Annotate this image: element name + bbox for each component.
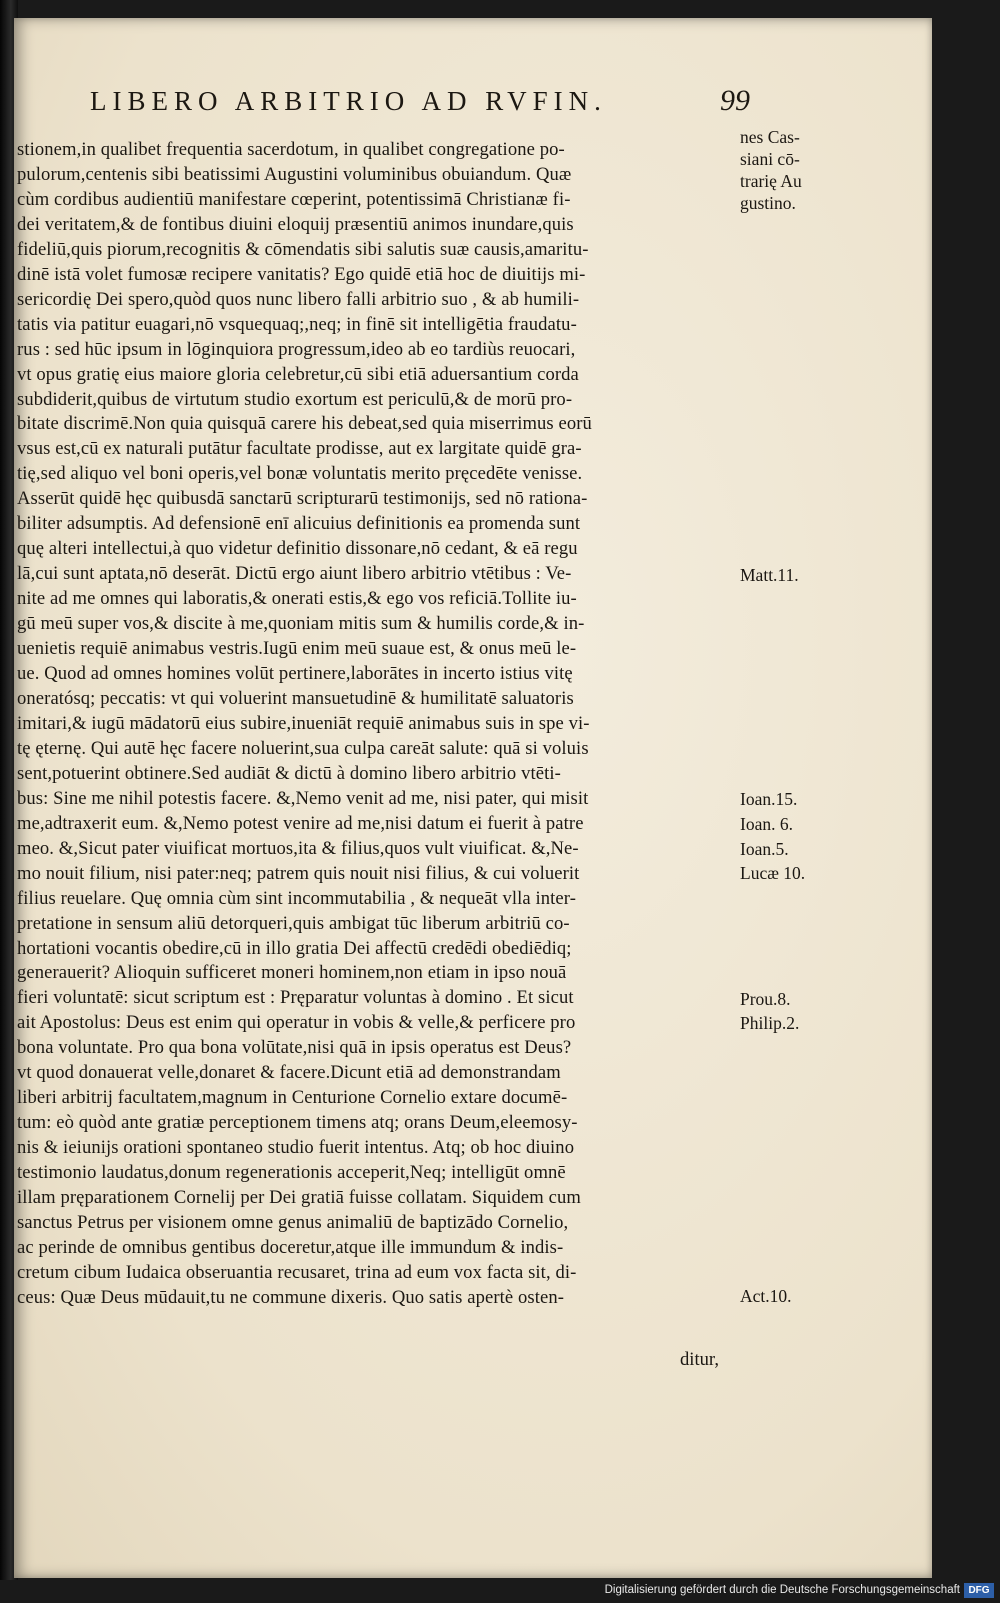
marginal-ref-ioan5: Ioan.5. [740,839,789,859]
text-line: biliter adsumptis. Ad defensionē enī alicuius definitionis ea promenda sunt [17,513,581,535]
text-line: illam pręparationem Cornelij per Dei gratiā fuisse collatam. Siquidem cum [17,1187,581,1209]
footer-bar [0,1580,1000,1603]
catchword: ditur, [680,1349,720,1370]
marginal-ref-matt: Matt.11. [740,565,799,585]
main-text-block [17,138,737,1311]
marginal-ref-lucae: Lucæ 10. [740,863,806,883]
text-line: sericordię Dei spero,quòd quos nunc libero falli arbitrio suo , & ab humili- [17,288,580,310]
text-line: ceus: Quæ Deus mūdauit,tu ne commune dixeris. Quo satis apertè osten- [17,1286,565,1308]
text-line: generauerit? Alioquin sufficeret moneri hominem,non etiam in ipso nouā [17,962,567,984]
text-line: sanctus Petrus per visionem omne genus animaliū de baptizādo Cornelio, [17,1211,569,1233]
text-line: testimonio laudatus,donum regenerationis acceperit,Neq; intelligūt omnē [17,1162,566,1184]
text-line: ue. Quod ad omnes homines volūt pertinere,laborātes in incerto istius vitę [17,663,573,685]
text-line: tum: eò quòd ante gratiæ perceptionem timens atq; orans Deum,eleemosy- [17,1112,578,1134]
text-line: bus: Sine me nihil potestis facere. &,Nemo venit ad me, nisi pater, qui misit [17,787,589,809]
text-line: fieri voluntatē: sicut scriptum est : Pręparatur voluntas à domino . Et sicut [17,987,574,1009]
running-head [90,84,750,124]
text-line: pretatione in sensum aliū detorqueri,quis ambigat tūc liberum arbitriū co- [17,912,570,934]
marginal-note-line: siani cō- [740,149,800,169]
running-title: LIBERO ARBITRIO AD RVFIN. [90,86,607,116]
marginal-note-cassian [740,126,830,214]
text-line: dinē istā volet fumosæ recipere vanitatis? Ego quidē etiā hoc de diuitijs mi- [17,263,586,285]
text-line: nite ad me omnes qui laboratis,& onerati estis,& ego vos reficiā.Tollite iu- [17,588,577,610]
marginal-ref-philip: Philip.2. [740,1013,800,1033]
marginal-ref-act: Act.10. [740,1286,792,1306]
text-line: bitate discrimē.Non quia quisquā carere his debeat,sed quia miserrimus eorū [17,413,592,435]
marginal-ref-prou: Prou.8. [740,989,791,1009]
text-line: hortationi vocantis obedire,cū in illo gratia Dei affectū credēdi obediēdiq; [17,937,572,959]
text-line: ait Apostolus: Deus est enim qui operatur in vobis & velle,& perficere pro [17,1012,576,1034]
text-line: me,adtraxerit eum. &,Nemo potest venire ad me,nisi datum ei fuerit à patre [17,812,584,834]
text-line: cùm cordibus audientiū manifestare cœperint, potentissimā Christianæ fi- [17,188,571,210]
text-line: subdiderit,quibus de virtutum studio exortum est periculū,& de morū pro- [17,388,573,410]
marginal-ref-ioan15: Ioan.15. [740,789,798,809]
text-line: cretum cibum Iudaica obseruantia recusaret, trina ad eum vox facta sit, di- [17,1261,577,1283]
text-line: dei veritatem,& de fontibus diuini eloquij præsentiū animos inundare,quis [17,213,574,235]
text-line: oneratósq; peccatis: vt qui voluerint mansuetudinē & humilitatē saluatoris [17,687,574,709]
text-line: vt opus gratię eius maiore gloria celebretur,cū sibi etiā aduersantium corda [17,363,579,385]
marginal-note-line: trarię Au [740,171,802,191]
marginal-ref-ioan6: Ioan. 6. [740,814,793,834]
dfg-logo: DFG [964,1583,994,1598]
text-line: stionem,in qualibet frequentia sacerdotum, in qualibet congregatione po- [17,139,565,160]
marginal-note-line: nes Cas- [740,127,800,147]
text-line: uenietis requiē animabus vestris.Iugū enim meū suaue est, & onus meū le- [17,638,577,660]
text-line: mo nouit filium, nisi pater:neq; patrem quis nouit nisi filius, & cui voluerit [17,862,580,884]
text-line: nis & ieiunijs orationi spontaneo studio fuerit intentus. Atq; ob hoc diuino [17,1137,575,1159]
text-line: vt quod donauerat velle,donaret & facere.Dicunt etiā ad demonstrandam [17,1062,561,1084]
text-line: lā,cui sunt aptata,nō deserāt. Dictū ergo aiunt libero arbitrio vtētibus : Ve- [17,563,572,585]
page-number: 99 [720,84,750,117]
text-line: tę ęternę. Qui autē hęc facere noluerint,sua culpa careāt salute: quā si voluis [17,737,589,759]
text-line: tię,sed aliquo vel boni operis,vel bonæ voluntatis merito pręcedēte venisse. [17,463,583,485]
text-line: meo. &,Sicut pater viuificat mortuos,ita & filius,quos vult viuificat. &,Ne- [17,837,579,859]
text-line: Asserūt quidē hęc quibusdā sanctarū scripturarū testimonijs, sed nō rationa- [17,488,588,510]
text-line: pulorum,centenis sibi beatissimi Augustini voluminibus obuiandum. Quæ [17,163,572,185]
book-page [14,18,932,1578]
text-line: sent,potuerint obtinere.Sed audiāt & dictū à domino libero arbitrio vtēti- [17,762,561,784]
text-line: filius reuelare. Quę omnia cùm sint incommutabilia , & nequeāt vlla inter- [17,887,576,909]
text-line: liberi arbitrij facultatem,magnum in Centurione Cornelio extare documē- [17,1087,568,1109]
text-line: tatis via patitur euagari,nō vsquequaq;,neq; in finē sit intelligētia fraudatu- [17,313,577,335]
text-line: bona voluntate. Pro qua bona volūtate,nisi quā in ipsis operatus est Deus? [17,1037,572,1059]
text-line: vsus est,cū ex naturali putātur facultate prodisse, aut ex largitate quidē gra- [17,438,582,460]
text-line: ac perinde de omnibus gentibus doceretur,atque ille immundum & indis- [17,1236,564,1258]
text-line: rus : sed hūc ipsum in lōginquiora progressum,ideo ab eo tardiùs reuocari, [17,338,576,360]
text-line: fideliū,quis piorum,recognitis & cōmendatis sibi salutis suæ causis,amaritu- [17,238,589,260]
text-line: quę alteri intellectui,à quo videtur definitio dissonare,nō cedant, & eā regu [17,538,578,560]
text-line: gū meū super vos,& discite à me,quoniam mitis sum & humilis corde,& in- [17,613,585,635]
text-line: imitari,& iugū mādatorū eius subire,inueniāt requiē animabus suis in spe vi- [17,712,590,734]
marginal-note-line: gustino. [740,193,796,213]
footer-credit: Digitalisierung gefördert durch die Deutsche Forschungsgemeinschaft [604,1584,960,1596]
